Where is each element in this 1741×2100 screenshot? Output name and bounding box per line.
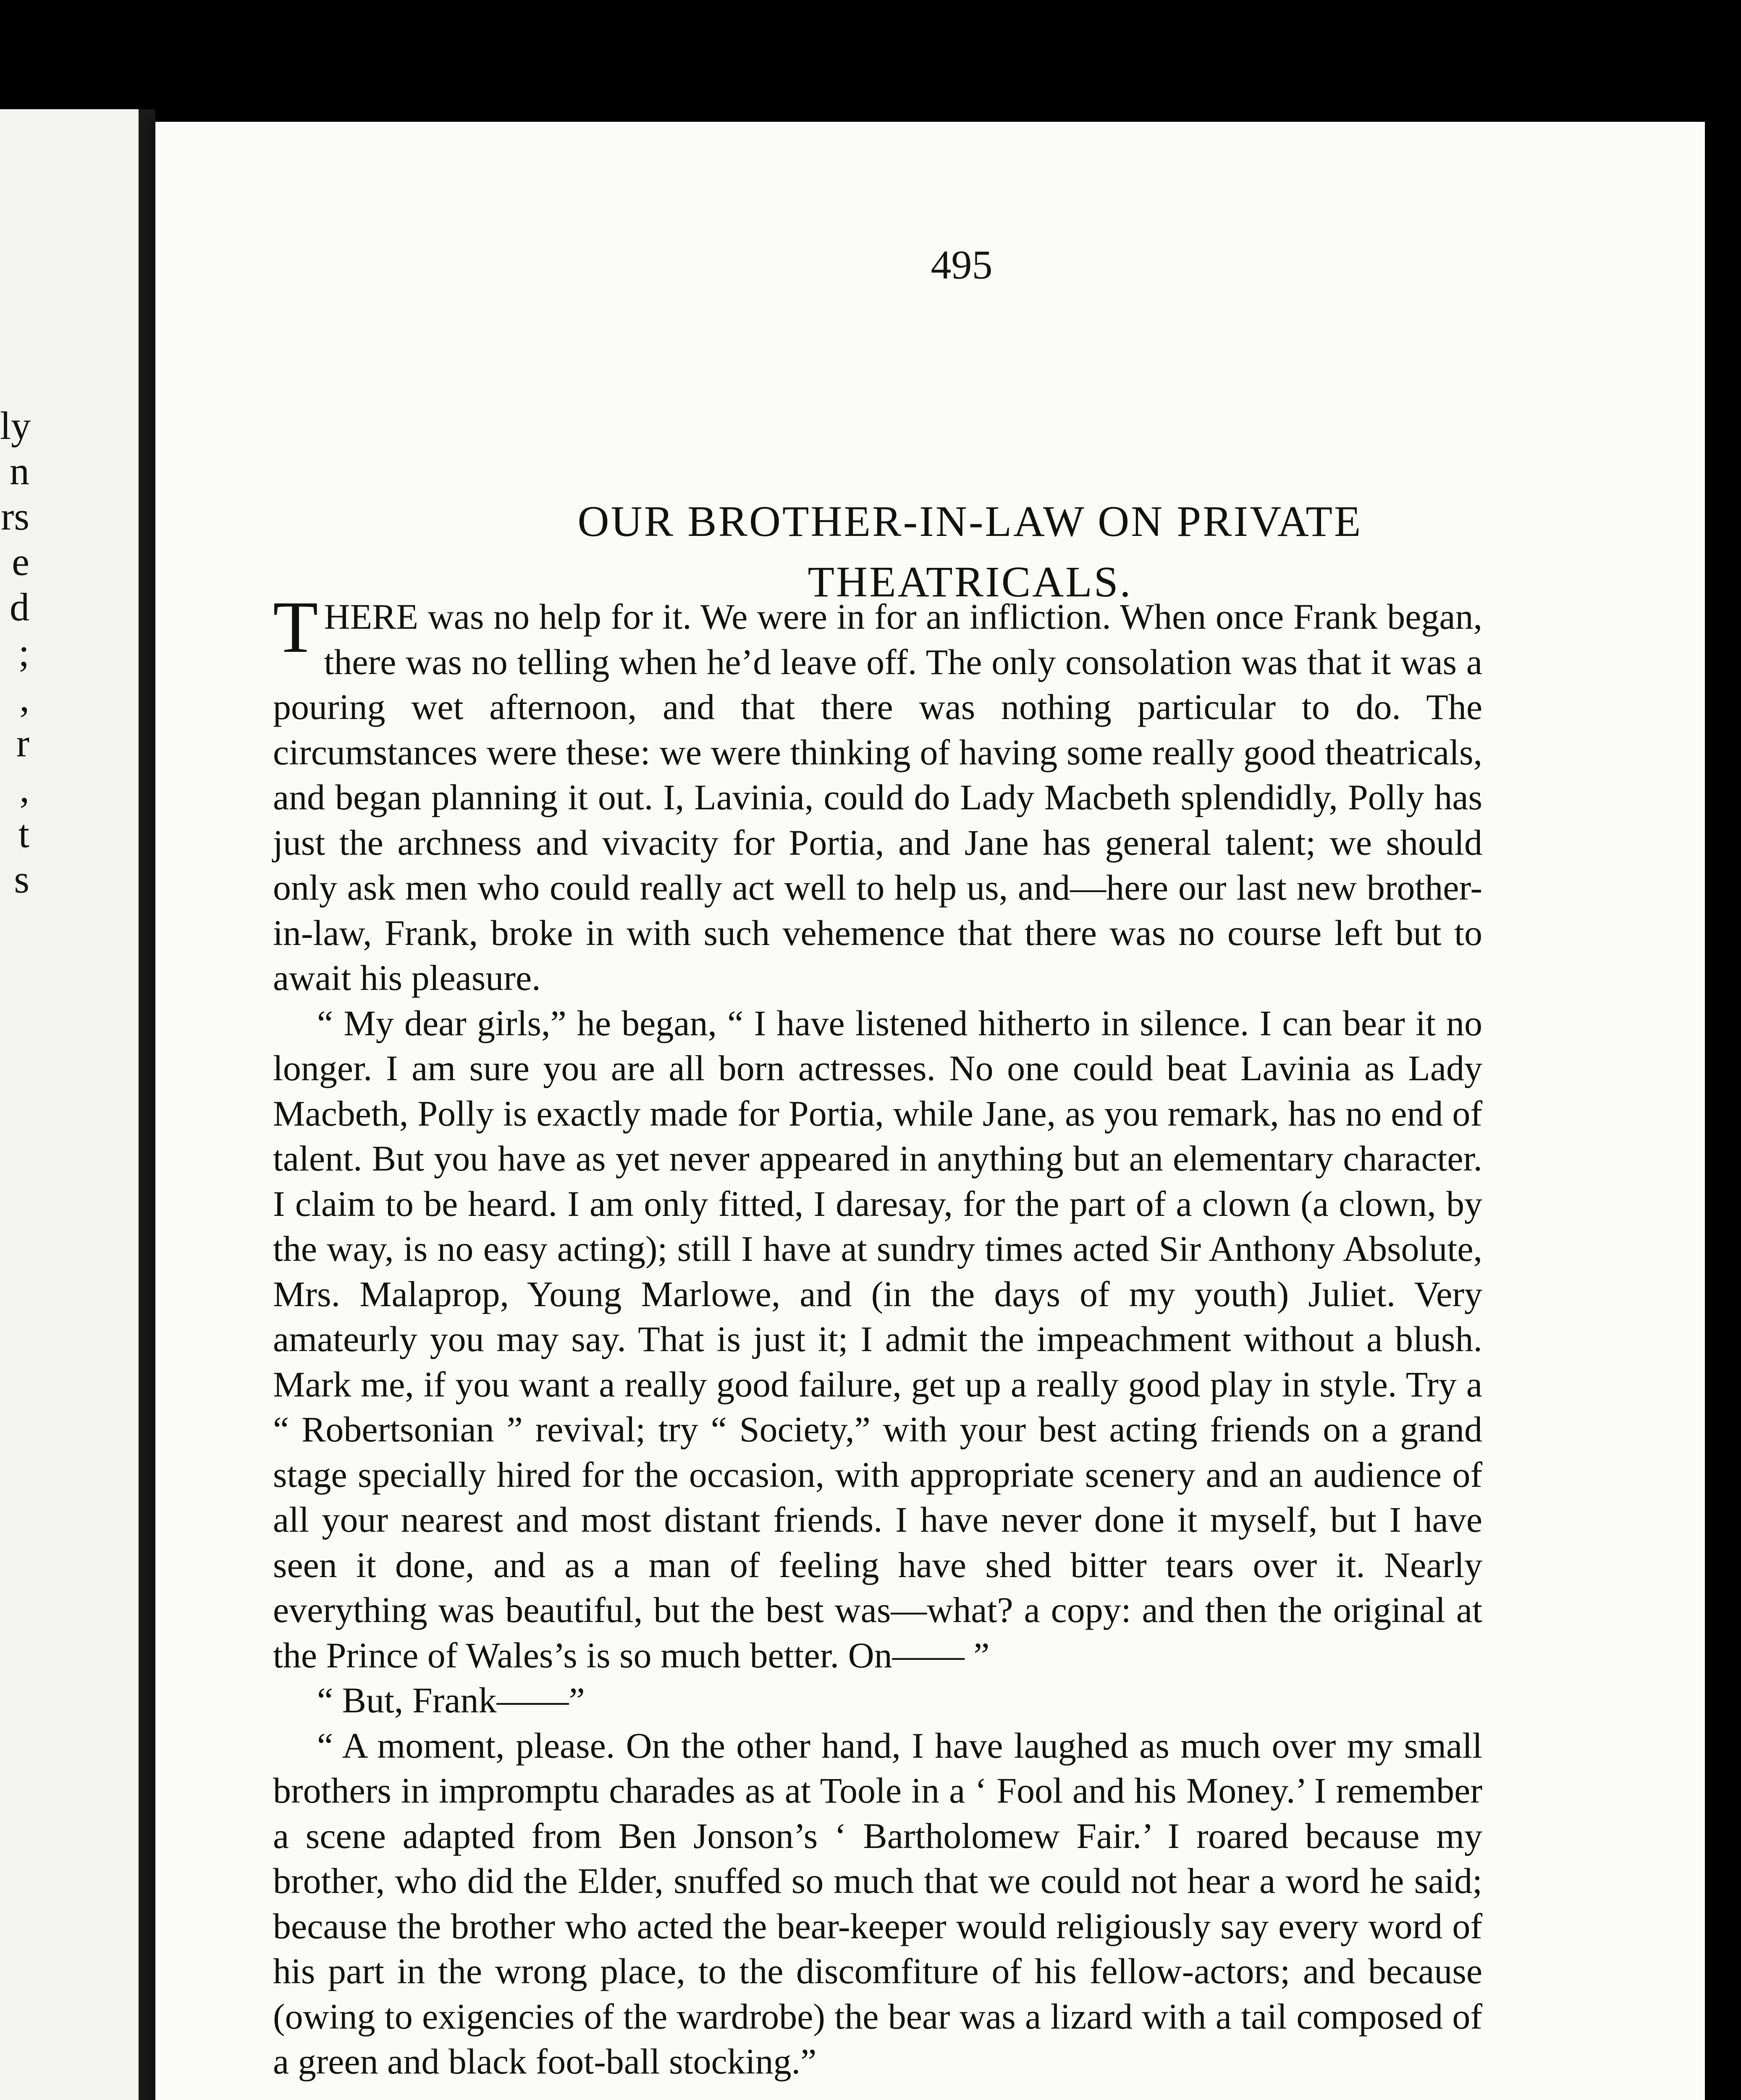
paragraph-4: “ A moment, please. On the other hand, I have laughed as much over my small brothers in impromptu charades as at Toole in a ‘ Fool and his Money.’ I remember a scene adapted from Ben Jonson’s ‘ Bartholomew Fair.’ I roared because my brother, who did the Elder, snuffed so much that we could not hear a word he said; because the brother who acted the bear-keeper would religiously say every word of his part in the wrong place, to the discomfiture of his fellow-actors; and because (owing to exigencies of the wardrobe) the bear was a lizard with a tail composed of a green and black foot-ball stocking.” — [273, 1725, 1482, 2082]
book-page — [155, 122, 1705, 2100]
edge-fragment: ly — [0, 404, 31, 448]
page-number: 495 — [931, 242, 993, 288]
paragraph-2: “ My dear girls,” he began, “ I have listened hitherto in silence. I can bear it no longer. I am sure you are all born actresses. No one could beat Lavinia as Lady Macbeth, Polly is exactly made for Portia, while Jane, as you remark, has no end of talent. But you have as yet never appeared in anything but an elementary character. I claim to be heard. I am only fitted, I daresay, for the part of a clown (a clown, by the way, is no easy acting); still I have at sundry times acted Sir Anthony Absolute, Mrs. Malaprop, Young Marlowe, and (in the days of my youth) Juliet. Very amateurly you may say. That is just it; I admit the impeachment without a blush. Mark me, if you want a really good failure, get up a really good play in style. Try a “ Robertsonian ” revival; try “ Society,” with your best acting friends on a grand stage specially hired for the occasion, with appropriate scenery and an audience of all your nearest and most distant friends. I have never done it myself, but I have seen it done, and as a man of feeling have shed bitter tears over it. Nearly everything was beautiful, but the best was—what? a copy: and then the original at the Prince of Wales’s is so much better. On—— ” — [273, 1003, 1482, 1675]
edge-fragment: r — [16, 722, 29, 765]
paragraph-3: “ But, Frank——” — [317, 1680, 585, 1720]
edge-fragment: d — [10, 585, 29, 629]
title-line-1: OUR BROTHER-IN-LAW ON PRIVATE — [577, 497, 1363, 546]
facing-page-text-edge — [0, 403, 29, 902]
title-line-2: THEATRICALS. — [808, 558, 1133, 606]
edge-fragment: e — [12, 540, 29, 584]
edge-fragment: s — [14, 858, 29, 901]
facing-page — [0, 109, 155, 2100]
edge-fragment: , — [19, 676, 29, 720]
paragraph-1-text: HERE was no help for it. We were in for an infliction. When once Frank began, there was no telling when he’d leave off. The only consolation was that it was a pouring wet afternoon, and that there was nothing particular to do. The circumstances were these: we were thinking of having some really good theatricals, and began planning it out. I, Lavinia, could do Lady Macbeth splendidly, Polly has just the archness and vivacity for Portia, and Jane has general talent; we should only ask men who could really act well to help us, and—here our last new brother-in-law, Frank, broke in with such vehemence that there was no course left but to await his pleasure. — [273, 596, 1482, 998]
edge-fragment: , — [19, 767, 29, 811]
article-body — [273, 586, 1482, 2084]
edge-fragment: t — [18, 812, 29, 856]
edge-fragment: rs — [1, 495, 29, 538]
paragraph-1 — [273, 586, 1482, 1001]
edge-fragment: ; — [18, 631, 29, 675]
drop-cap: T — [273, 586, 318, 668]
edge-fragment: n — [10, 449, 29, 493]
